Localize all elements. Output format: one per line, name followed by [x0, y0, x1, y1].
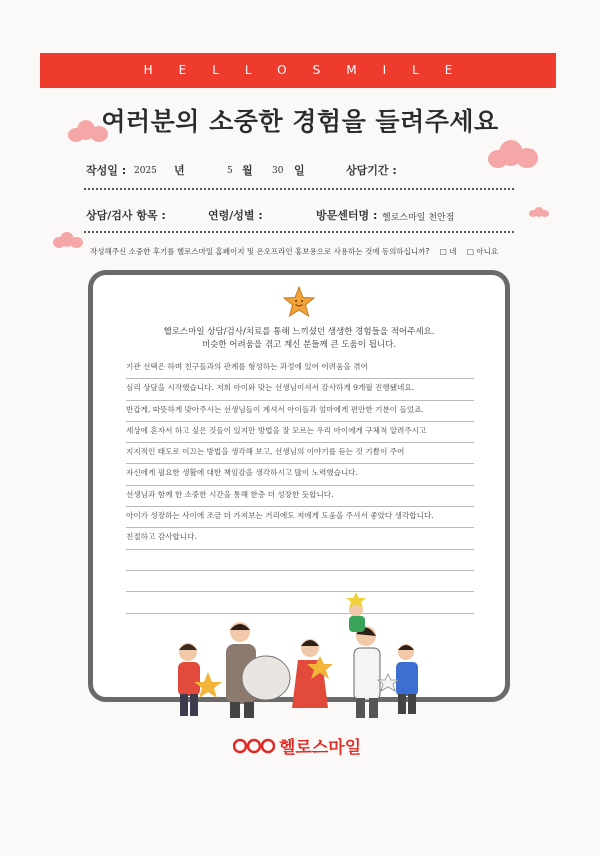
star-icon	[282, 285, 316, 319]
day-unit: 일	[294, 164, 305, 177]
consent-row	[90, 246, 550, 257]
divider	[84, 231, 514, 233]
review-line: 아이가 성장하는 사이에 조금 더 가져보는 거리에도 저에게 도움을 주셔서 좋았다 생각합니다.	[126, 507, 474, 528]
review-line: 세상에 혼자서 하고 싶은 것들이 있지만 방법을 잘 모르는 우리 아이에게 구체적 알려주시고	[126, 422, 474, 443]
center-label: 방문센터명 :	[316, 209, 378, 222]
month-unit: 월	[242, 164, 253, 177]
logo-text: 헬로스마일	[279, 738, 362, 758]
cloud-icon	[53, 232, 83, 248]
people-illustration	[170, 590, 430, 720]
date-label: 작성일 :	[86, 164, 127, 177]
intro-line: 비슷한 어려움을 겪고 계신 분들께 큰 도움이 됩니다.	[201, 340, 397, 350]
date-month: 5	[227, 166, 233, 176]
cloud-icon	[529, 207, 549, 217]
review-line: 기관 선택은 하며 친구들과의 관계를 형성하는 과정에 있어 어려움을 겪어	[126, 358, 474, 379]
center-value: 헬로스마일 천안점	[382, 213, 455, 223]
review-line	[126, 550, 474, 571]
brand-banner: HELLOSMILE	[40, 53, 556, 88]
intro-text	[88, 326, 510, 352]
brand-logo	[233, 733, 361, 758]
review-line: 심리 상담을 시작했습니다. 저희 아이와 맞는 선생님이셔서 감사하게 9개월 진행됐네요.	[126, 379, 474, 400]
review-line: 친절하고 감사합니다.	[126, 528, 474, 549]
consent-no-checkbox[interactable]: □ 아니요	[466, 247, 499, 256]
page-title: 여러분의 소중한 경험을 들려주세요	[101, 107, 499, 136]
consent-yes-checkbox[interactable]: □ 네	[439, 247, 457, 256]
age-label: 연령/성별 :	[208, 209, 263, 222]
period-label: 상담기간 :	[346, 164, 397, 177]
review-line: 선생님과 함께 한 소중한 시간을 통해 한층 더 성장한 듯합니다.	[126, 486, 474, 507]
review-lines	[126, 358, 474, 614]
consent-question: 작성해주신 소중한 후기를 헬로스마일 홈페이지 및 온오프라인 홍보용으로 사용하는 것에 동의하십니까?	[90, 247, 430, 256]
date-day: 30	[272, 166, 284, 176]
review-line: 지지적인 태도로 이끄는 방법을 생각해 보고, 선생님의 이야기를 듣는 것 기쁨이 주어	[126, 443, 474, 464]
logo-icon	[233, 737, 275, 755]
year-unit: 년	[174, 164, 185, 177]
review-line: 자신에게 필요한 생활에 대한 책임감을 생각하시고 많이 노력했습니다.	[126, 464, 474, 485]
item-label: 상담/검사 항목 :	[86, 209, 166, 222]
intro-line: 헬로스마일 상담/검사/치료를 통해 느끼셨던 생생한 경험들을 적어주세요.	[163, 327, 435, 337]
date-year: 2025	[134, 166, 157, 176]
review-line: 반갑게, 따뜻하게 맞아주시는 선생님들이 계셔서 아이들과 엄마에게 편안한 기분이 들었죠.	[126, 401, 474, 422]
cloud-icon	[488, 140, 538, 168]
divider	[84, 188, 514, 190]
